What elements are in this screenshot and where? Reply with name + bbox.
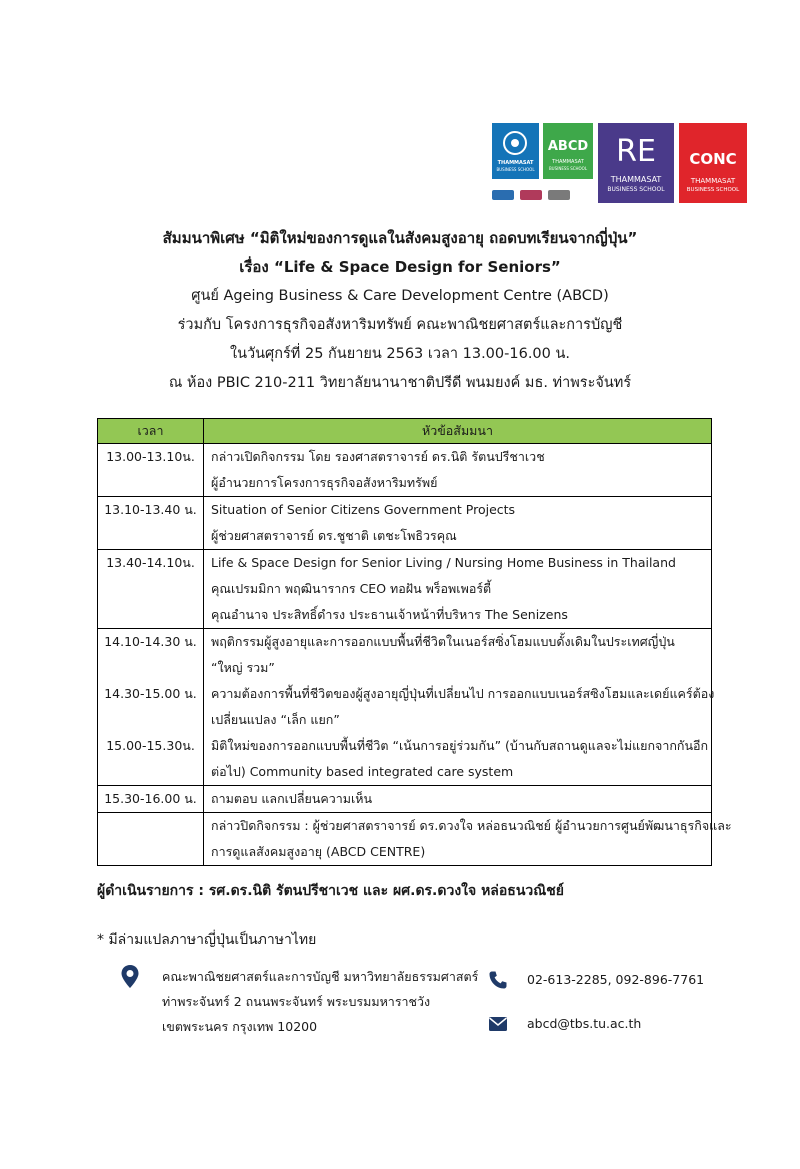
- table-row: [98, 444, 712, 497]
- topic-line: คุณเปรมมิกา พฤฒินารากร CEO ทอฝัน พร็อพเพอร์ตี้: [211, 581, 492, 596]
- topic-line: กล่าวปิดกิจกรรม : ผู้ช่วยศาสตราจารย์ ดร.ดวงใจ หล่อธนวณิชย์ ผู้อำนวยการศูนย์พัฒนาธุรกิจและ: [211, 818, 732, 833]
- topic-line: ถามตอบ แลกเปลี่ยนความเห็น: [211, 791, 373, 806]
- accreditation-badges: [492, 185, 596, 201]
- event-date: ในวันศุกร์ที่ 25 กันยายน 2563 เวลา 13.00-16.00 น.: [229, 346, 571, 362]
- topic-line: Situation of Senior Citizens Government Projects: [211, 502, 516, 517]
- logo-name: ABCD: [547, 139, 589, 154]
- phone-icon: [488, 970, 508, 990]
- re-logo: [598, 123, 674, 203]
- time-slot: [98, 655, 203, 681]
- logo-name: CONC: [689, 150, 737, 168]
- time-slot: 13.00-13.10น.: [106, 449, 195, 464]
- address-line: ท่าพระจันทร์ 2 ถนนพระจันทร์ พระบรมมหาราชวัง: [162, 994, 431, 1009]
- logo-text: BUSINESS SCHOOL: [496, 167, 535, 172]
- topic-line: ผู้อำนวยการโครงการธุรกิจอสังหาริมทรัพย์: [211, 475, 438, 490]
- logo-text: THAMMASAT: [690, 177, 736, 185]
- topic-line: คุณอำนาจ ประสิทธิ์ดำรง ประธานเจ้าหน้าที่บริหาร The Senizens: [211, 607, 568, 622]
- topic-cell: [204, 497, 712, 550]
- time-cell: [98, 444, 204, 497]
- time-slot: 14.30-15.00 น.: [104, 686, 197, 701]
- topic-cell: [204, 813, 732, 866]
- time-slot: [98, 813, 203, 839]
- interpreter-note: * มีล่ามแปลภาษาญี่ปุ่นเป็นภาษาไทย: [97, 932, 317, 948]
- event-venue: ณ ห้อง PBIC 210-211 วิทยาลัยนานาชาติปรีดี พนมยงค์ มธ. ท่าพระจันทร์: [168, 375, 632, 391]
- logo-text: THAMMASAT: [497, 160, 534, 166]
- equis-badge-icon: [520, 190, 542, 200]
- moderators: ผู้ดำเนินรายการ : รศ.ดร.นิติ รัตนปรีชาเวช และ ผศ.ดร.ดวงใจ หล่อธนวณิชย์: [97, 883, 564, 899]
- address-line: เขตพระนคร กรุงเทพ 10200: [162, 1019, 318, 1034]
- email-address[interactable]: abcd@tbs.tu.ac.th: [527, 1016, 642, 1031]
- email-icon: [488, 1016, 508, 1032]
- time-slot: 13.10-13.40 น.: [104, 502, 197, 517]
- conc-logo: [679, 123, 747, 203]
- seminar-topic: เรื่อง “Life & Space Design for Seniors”: [239, 258, 561, 276]
- topic-cell: [204, 550, 712, 629]
- aacsb-badge-icon: [492, 190, 514, 200]
- time-cell: [98, 786, 204, 813]
- table-header-row: [98, 419, 712, 444]
- address-block: [162, 964, 478, 1039]
- location-pin-icon: [120, 964, 140, 990]
- address-line: คณะพาณิชยศาสตร์และการบัญชี มหาวิทยาลัยธรรมศาสตร์: [162, 969, 479, 984]
- amba-badge-icon: [548, 190, 570, 200]
- time-slot: 15.00-15.30น.: [106, 738, 195, 753]
- phone-number[interactable]: 02-613-2285, 092-896-7761: [527, 972, 705, 987]
- seminar-title: สัมมนาพิเศษ “มิติใหม่ของการดูแลในสังคมสูงอายุ ถอดบทเรียนจากญี่ปุ่น”: [162, 229, 638, 247]
- time-cell: [98, 629, 204, 786]
- topic-line: ต่อไป) Community based integrated care system: [211, 764, 514, 779]
- organizer-centre: ศูนย์ Ageing Business & Care Development Centre (ABCD): [191, 288, 609, 304]
- topic-line: ความต้องการพื้นที่ชีวิตของผู้สูงอายุญี่ปุ่นที่เปลี่ยนไป การออกแบบเนอร์สซิงโฮมและเดย์แคร์ต้อง: [211, 686, 715, 701]
- time-slot: 13.40-14.10น.: [106, 555, 195, 570]
- topic-line: ผู้ช่วยศาสตราจารย์ ดร.ชูชาติ เตชะโพธิวรคุณ: [211, 528, 457, 543]
- abcd-logo: [543, 123, 593, 179]
- logo-name: RE: [616, 134, 656, 169]
- topic-line: Life & Space Design for Senior Living / Nursing Home Business in Thailand: [211, 555, 676, 570]
- schedule-table: [97, 418, 732, 866]
- time-slot: 15.30-16.00 น.: [104, 791, 197, 806]
- topic-cell: [204, 629, 715, 786]
- seminar-heading: [0, 224, 800, 398]
- topic-line: พฤติกรรมผู้สูงอายุและการออกแบบพื้นที่ชีวิตในเนอร์สซิ่งโฮมแบบดั้งเดิมในประเทศญี่ปุ่น: [211, 634, 675, 649]
- time-slot: 14.10-14.30 น.: [104, 634, 197, 649]
- table-row: [98, 629, 712, 786]
- topic-line: กล่าวเปิดกิจกรรม โดย รองศาสตราจารย์ ดร.นิติ รัตนปรีชาเวช: [211, 449, 545, 464]
- logo-text: THAMMASAT: [610, 175, 662, 184]
- table-row: [98, 550, 712, 629]
- topic-line: มิติใหม่ของการออกแบบพื้นที่ชีวิต “เน้นการอยู่ร่วมกัน” (บ้านกับสถานดูแลจะไม่แยกจากกันอีก: [211, 738, 709, 753]
- column-header-topic: หัวข้อสัมมนา: [204, 419, 712, 444]
- logo-text: BUSINESS SCHOOL: [548, 166, 588, 171]
- topic-line: “ใหญ่ รวม”: [211, 660, 275, 675]
- table-row: [98, 786, 712, 813]
- time-cell: [98, 813, 204, 866]
- table-row: [98, 813, 712, 866]
- logo-text: BUSINESS SCHOOL: [686, 187, 740, 193]
- column-header-time: เวลา: [98, 419, 204, 444]
- time-slot: [98, 759, 203, 785]
- time-slot: [98, 707, 203, 733]
- logo-text: THAMMASAT: [552, 159, 584, 165]
- topic-line: เปลี่ยนแปลง “เล็ก แยก”: [211, 712, 340, 727]
- table-row: [98, 497, 712, 550]
- time-cell: [98, 497, 204, 550]
- topic-cell: [204, 786, 712, 813]
- co-organizer: ร่วมกับ โครงการธุรกิจอสังหาริมทรัพย์ คณะพาณิชยศาสตร์และการบัญชี: [177, 317, 623, 333]
- logo-text: BUSINESS SCHOOL: [607, 186, 665, 193]
- thammasat-seal-icon: [503, 131, 527, 155]
- topic-cell: [204, 444, 712, 497]
- time-cell: [98, 550, 204, 629]
- topic-line: การดูแลสังคมสูงอายุ (ABCD CENTRE): [211, 844, 426, 859]
